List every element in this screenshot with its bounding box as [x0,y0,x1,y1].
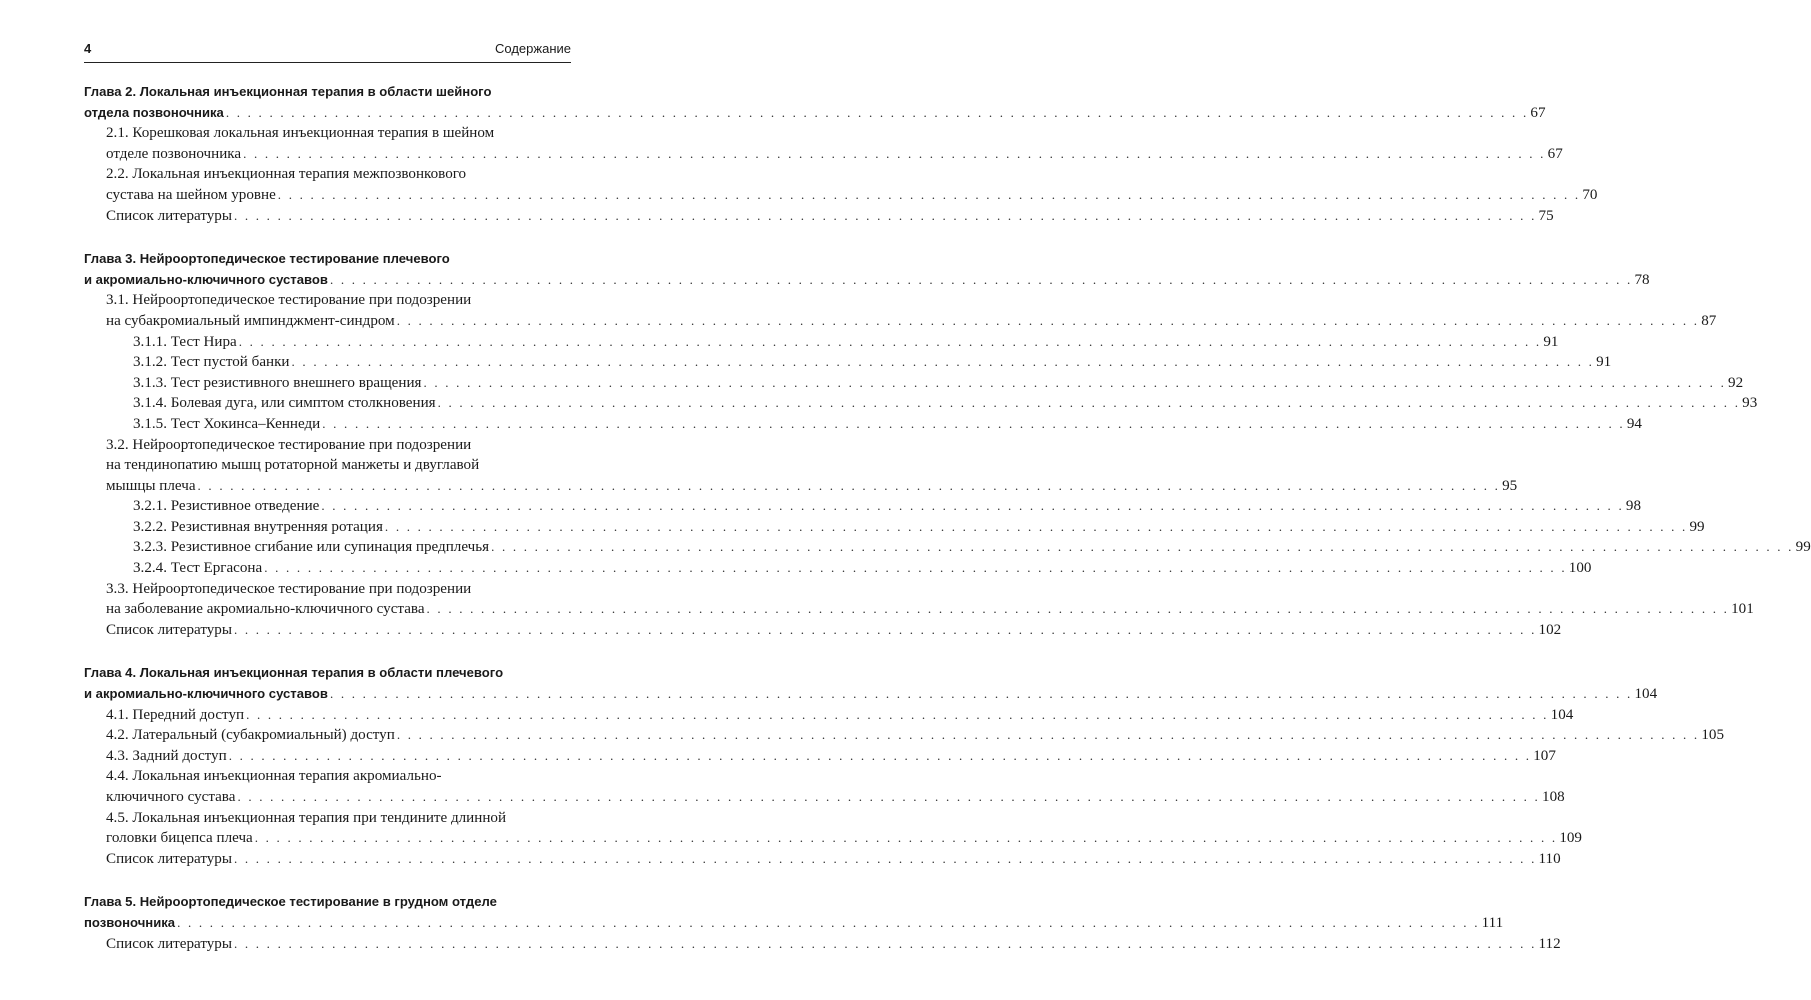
dot-leader: . . . . . . . . . . . . . . . . . . . . . . . . . . . . . . . . . . . . . . . . . . . . . . . . . . . . . . . . . . . . . . . . . . . . . . . . . . . . . . . . . . . . . . . . . . . . . . . . . . . . . . . . . . . . . . . . . . . . . . . . [225,104,1529,120]
page-ref: 70 [1582,186,1598,203]
dot-leader: . . . . . . . . . . . . . . . . . . . . . . . . . . . . . . . . . . . . . . . . . . . . . . . . . . . . . . . . . . . . . . . . . . . . . . . . . . . . . . . . . . . . . . . . . . . . . . . . . . . . . . . . . . . . . . . . . . . . . . . . [237,789,1541,804]
dot-leader: . . . . . . . . . . . . . . . . . . . . . . . . . . . . . . . . . . . . . . . . . . . . . . . . . . . . . . . . . . . . . . . . . . . . . . . . . . . . . . . . . . . . . . . . . . . . . . . . . . . . . . . . . . . . . . . . . . . . . . . . [396,312,1700,328]
dot-leader: . . . . . . . . . . . . . . . . . . . . . . . . . . . . . . . . . . . . . . . . . . . . . . . . . . . . . . . . . . . . . . . . . . . . . . . . . . . . . . . . . . . . . . . . . . . . . . . . . . . . . . . . . . . . . . . . . . . . . . . . [322,415,1625,431]
chapter-block [84,892,1561,954]
dot-leader: . . . . . . . . . . . . . . . . . . . . . . . . . . . . . . . . . . . . . . . . . . . . . . . . . . . . . . . . . . . . . . . . . . . . . . . . . . . . . . . . . . . . . . . . . . . . . . . . . . . . . . . . . . . . . . . . . . . . . . . . [177,914,1480,930]
page-ref: 108 [1542,789,1565,805]
dot-leader: . . . . . . . . . . . . . . . . . . . . . . . . . . . . . . . . . . . . . . . . . . . . . . . . . . . . . . . . . . . . . . . . . . . . . . . . . . . . . . . . . . . . . . . . . . . . . . . . . . . . . . . . . . . . . . . . . . . . . . . . [233,850,1537,866]
dot-leader: . . . . . . . . . . . . . . . . . . . . . . . . . . . . . . . . . . . . . . . . . . . . . . . . . . . . . . . . . . . . . . . . . . . . . . . . . . . . . . . . . . . . . . . . . . . . . . . . . . . . . . . . . . . . . . . . . . . . . . . . [491,539,1794,555]
page-ref: 75 [1538,207,1554,224]
subsection-entry-text: 3.2.1. Резистивное отведение [133,498,320,515]
chapter-title-text: Глава 2. Локальная инъекционная терапия в области шейного [84,84,492,99]
section-entry [84,934,1561,955]
dot-leader: . . . . . . . . . . . . . . . . . . . . . . . . . . . . . . . . . . . . . . . . . . . . . . . . . . . . . . . . . . . . . . . . . . . . . . . . . . . . . . . . . . . . . . . . . . . . . . . . . . . . . . . . . . . . . . . . . . . . . . . . [396,727,1700,743]
chapter-title [84,684,1658,705]
page-ref: 78 [1634,271,1650,288]
dot-leader: . . . . . . . . . . . . . . . . . . . . . . . . . . . . . . . . . . . . . . . . . . . . . . . . . . . . . . . . . . . . . . . . . . . . . . . . . . . . . . . . . . . . . . . . . . . . . . . . . . . . . . . . . . . . . . . . . . . . . . . . [233,935,1537,951]
table-of-contents [84,82,1811,954]
section-entry-text: 2.1. Корешковая локальная инъекционная терапия в шейном [106,125,495,142]
chapter-title-text: позвоночника [84,914,176,930]
dot-leader: . . . . . . . . . . . . . . . . . . . . . . . . . . . . . . . . . . . . . . . . . . . . . . . . . . . . . . . . . . . . . . . . . . . . . . . . . . . . . . . . . . . . . . . . . . . . . . . . . . . . . . . . . . . . . . . . . . . . . . . . [246,706,1549,722]
page-ref: 91 [1543,333,1559,350]
section-entry-text: Список литературы [106,207,232,224]
section-entry [84,599,1754,620]
section-entry [84,828,1582,849]
page-header [84,38,571,63]
section-entry [84,725,1725,746]
page-ref: 98 [1625,498,1642,515]
section-entry [84,206,1554,227]
subsection-entry-text: 3.1.4. Болевая дуга, или симптом столкновения [133,395,436,412]
dot-leader: . . . . . . . . . . . . . . . . . . . . . . . . . . . . . . . . . . . . . . . . . . . . . . . . . . . . . . . . . . . . . . . . . . . . . . . . . . . . . . . . . . . . . . . . . . . . . . . . . . . . . . . . . . . . . . . . . . . . . . . . [277,186,1581,202]
chapter-block [84,663,1725,869]
section-entry [84,164,571,185]
dot-leader: . . . . . . . . . . . . . . . . . . . . . . . . . . . . . . . . . . . . . . . . . . . . . . . . . . . . . . . . . . . . . . . . . . . . . . . . . . . . . . . . . . . . . . . . . . . . . . . . . . . . . . . . . . . . . . . . . . . . . . . . [321,498,1624,514]
subsection-entry [84,332,1559,353]
page-ref: 104 [1634,686,1658,703]
section-entry [84,766,571,787]
section-entry [84,808,571,829]
dot-leader: . . . . . . . . . . . . . . . . . . . . . . . . . . . . . . . . . . . . . . . . . . . . . . . . . . . . . . . . . . . . . . . . . . . . . . . . . . . . . . . . . . . . . . . . . . . . . . . . . . . . . . . . . . . . . . . . . . . . . . . . [426,601,1730,617]
chapter-title [84,892,571,913]
subsection-entry-text: 3.1.2. Тест пустой банки [133,354,290,371]
chapter-title [84,270,1650,291]
section-entry-text: 4.2. Латеральный (субакромиальный) доступ [106,727,395,744]
section-entry-text: сустава на шейном уровне [106,186,276,203]
chapter-title-text: Глава 3. Нейроортопедическое тестирование плечевого [84,251,450,267]
dot-leader: . . . . . . . . . . . . . . . . . . . . . . . . . . . . . . . . . . . . . . . . . . . . . . . . . . . . . . . . . . . . . . . . . . . . . . . . . . . . . . . . . . . . . . . . . . . . . . . . . . . . . . . . . . . . . . . . . . . . . . . . [264,560,1567,576]
section-entry [84,746,1556,767]
section-entry-text: Список литературы [106,850,232,867]
page-ref: 105 [1701,727,1725,744]
section-entry [84,705,1574,726]
subsection-entry [84,517,1705,538]
section-entry-text: 2.2. Локальная инъекционная терапия межпозвонкового [106,166,467,183]
subsection-entry-text: 3.1.3. Тест резистивного внешнего вращения [133,374,422,391]
section-entry-text: отделе позвоночника [106,145,242,162]
chapter-title [84,913,1504,934]
section-entry-text: 3.3. Нейроортопедическое тестирование при подозрении [106,580,472,597]
section-entry [84,620,1562,641]
subsection-entry-text: 3.2.3. Резистивное сгибание или супинация предплечья [133,539,490,556]
page-ref: 104 [1550,706,1574,723]
chapter-block [84,82,1598,226]
section-entry-text: на тендинопатию мышц ротаторной манжеты и двуглавой [106,457,480,474]
page-ref: 67 [1530,104,1546,121]
section-entry-text: 4.1. Передний доступ [106,706,245,723]
subsection-entry [84,373,1744,394]
dot-leader: . . . . . . . . . . . . . . . . . . . . . . . . . . . . . . . . . . . . . . . . . . . . . . . . . . . . . . . . . . . . . . . . . . . . . . . . . . . . . . . . . . . . . . . . . . . . . . . . . . . . . . . . . . . . . . . . . . . . . . . . [233,207,1537,223]
section-entry-text: 3.1. Нейроортопедическое тестирование при подозрении [106,292,472,309]
dot-leader: . . . . . . . . . . . . . . . . . . . . . . . . . . . . . . . . . . . . . . . . . . . . . . . . . . . . . . . . . . . . . . . . . . . . . . . . . . . . . . . . . . . . . . . . . . . . . . . . . . . . . . . . . . . . . . . . . . . . . . . . [329,271,1633,287]
subsection-entry [84,496,1642,517]
section-entry [84,579,571,600]
section-entry [84,185,1598,206]
subsection-entry-text: 3.1.5. Тест Хокинса–Кеннеди [133,415,321,432]
dot-leader: . . . . . . . . . . . . . . . . . . . . . . . . . . . . . . . . . . . . . . . . . . . . . . . . . . . . . . . . . . . . . . . . . . . . . . . . . . . . . . . . . . . . . . . . . . . . . . . . . . . . . . . . . . . . . . . . . . . . . . . . [197,477,1501,493]
dot-leader: . . . . . . . . . . . . . . . . . . . . . . . . . . . . . . . . . . . . . . . . . . . . . . . . . . . . . . . . . . . . . . . . . . . . . . . . . . . . . . . . . . . . . . . . . . . . . . . . . . . . . . . . . . . . . . . . . . . . . . . . [437,395,1741,411]
dot-leader: . . . . . . . . . . . . . . . . . . . . . . . . . . . . . . . . . . . . . . . . . . . . . . . . . . . . . . . . . . . . . . . . . . . . . . . . . . . . . . . . . . . . . . . . . . . . . . . . . . . . . . . . . . . . . . . . . . . . . . . . [423,374,1727,390]
chapter-title [84,663,571,684]
chapter-title-text: Глава 5. Нейроортопедическое тестирование в грудном отделе [84,894,497,910]
subsection-entry [84,537,1811,558]
section-entry-text: 3.2. Нейроортопедическое тестирование при подозрении [106,436,472,453]
section-entry [84,290,571,311]
page-ref: 87 [1701,312,1717,329]
page-ref: 99 [1795,539,1811,556]
page-ref: 93 [1742,395,1758,412]
section-entry [84,849,1561,870]
chapter-title-text: и акромиально-ключичного суставов [84,271,328,287]
section-entry-text: головки бицепса плеча [106,830,253,847]
section-entry-text: на заболевание акромиально-ключичного сустава [106,601,425,618]
section-entry-text: на субакромиальный импинджмент-синдром [106,312,395,329]
page-ref: 92 [1728,374,1744,391]
section-entry-text: ключичного сустава [106,789,236,805]
chapter-title [84,103,1546,124]
section-entry-text: 4.4. Локальная инъекционная терапия акромиально- [106,768,442,785]
dot-leader: . . . . . . . . . . . . . . . . . . . . . . . . . . . . . . . . . . . . . . . . . . . . . . . . . . . . . . . . . . . . . . . . . . . . . . . . . . . . . . . . . . . . . . . . . . . . . . . . . . . . . . . . . . . . . . . . . . . . . . . . [254,830,1558,846]
dot-leader: . . . . . . . . . . . . . . . . . . . . . . . . . . . . . . . . . . . . . . . . . . . . . . . . . . . . . . . . . . . . . . . . . . . . . . . . . . . . . . . . . . . . . . . . . . . . . . . . . . . . . . . . . . . . . . . . . . . . . . . . [233,621,1537,637]
page-number: 4 [84,41,92,56]
subsection-entry [84,352,1612,373]
page-ref: 94 [1626,415,1642,432]
running-title: Содержание [495,41,571,56]
section-entry [84,787,1565,808]
page-ref: 112 [1538,935,1561,952]
dot-leader: . . . . . . . . . . . . . . . . . . . . . . . . . . . . . . . . . . . . . . . . . . . . . . . . . . . . . . . . . . . . . . . . . . . . . . . . . . . . . . . . . . . . . . . . . . . . . . . . . . . . . . . . . . . . . . . . . . . . . . . . [291,354,1595,370]
chapter-title [84,249,571,270]
dot-leader: . . . . . . . . . . . . . . . . . . . . . . . . . . . . . . . . . . . . . . . . . . . . . . . . . . . . . . . . . . . . . . . . . . . . . . . . . . . . . . . . . . . . . . . . . . . . . . . . . . . . . . . . . . . . . . . . . . . . . . . . [384,518,1688,534]
subsection-entry-text: 3.2.4. Тест Ергасона [133,560,263,577]
dot-leader: . . . . . . . . . . . . . . . . . . . . . . . . . . . . . . . . . . . . . . . . . . . . . . . . . . . . . . . . . . . . . . . . . . . . . . . . . . . . . . . . . . . . . . . . . . . . . . . . . . . . . . . . . . . . . . . . . . . . . . . . [228,747,1532,763]
section-entry [84,123,571,144]
subsection-entry [84,558,1592,579]
chapter-title-text: и акромиально-ключичного суставов [84,686,328,702]
chapter-title-text: Глава 4. Локальная инъекционная терапия в области плечевого [84,665,504,681]
section-entry [84,311,1717,332]
section-entry [84,455,571,476]
section-entry-text: мышцы плеча [106,477,196,494]
chapter-title [84,82,571,103]
page-ref: 110 [1538,850,1561,867]
page-ref: 91 [1596,354,1612,371]
page-ref: 107 [1533,747,1556,764]
section-entry-text: Список литературы [106,621,232,638]
section-entry-text: 4.3. Задний доступ [106,747,227,764]
chapter-title-text: отдела позвоночника [84,104,224,120]
section-entry-text: 4.5. Локальная инъекционная терапия при тендините длинной [106,809,507,826]
page-ref: 100 [1568,560,1592,577]
section-entry-text: Список литературы [106,935,232,952]
section-entry [84,435,571,456]
dot-leader: . . . . . . . . . . . . . . . . . . . . . . . . . . . . . . . . . . . . . . . . . . . . . . . . . . . . . . . . . . . . . . . . . . . . . . . . . . . . . . . . . . . . . . . . . . . . . . . . . . . . . . . . . . . . . . . . . . . . . . . . [329,686,1633,702]
page-ref: 111 [1481,914,1504,931]
subsection-entry-text: 3.1.1. Тест Нира [133,333,237,350]
dot-leader: . . . . . . . . . . . . . . . . . . . . . . . . . . . . . . . . . . . . . . . . . . . . . . . . . . . . . . . . . . . . . . . . . . . . . . . . . . . . . . . . . . . . . . . . . . . . . . . . . . . . . . . . . . . . . . . . . . . . . . . . [238,333,1542,349]
page-ref: 67 [1547,145,1563,162]
subsection-entry-text: 3.2.2. Резистивная внутренняя ротация [133,518,383,535]
section-entry [84,144,1563,165]
page-ref: 95 [1502,477,1518,494]
page-ref: 102 [1538,621,1562,638]
page-ref: 109 [1559,830,1582,847]
chapter-block [84,249,1811,640]
subsection-entry [84,393,1758,414]
page-ref: 99 [1689,518,1705,535]
dot-leader: . . . . . . . . . . . . . . . . . . . . . . . . . . . . . . . . . . . . . . . . . . . . . . . . . . . . . . . . . . . . . . . . . . . . . . . . . . . . . . . . . . . . . . . . . . . . . . . . . . . . . . . . . . . . . . . . . . . . . . . . [243,145,1546,161]
page-ref: 101 [1731,601,1754,618]
subsection-entry [84,414,1642,435]
section-entry [84,476,1518,497]
